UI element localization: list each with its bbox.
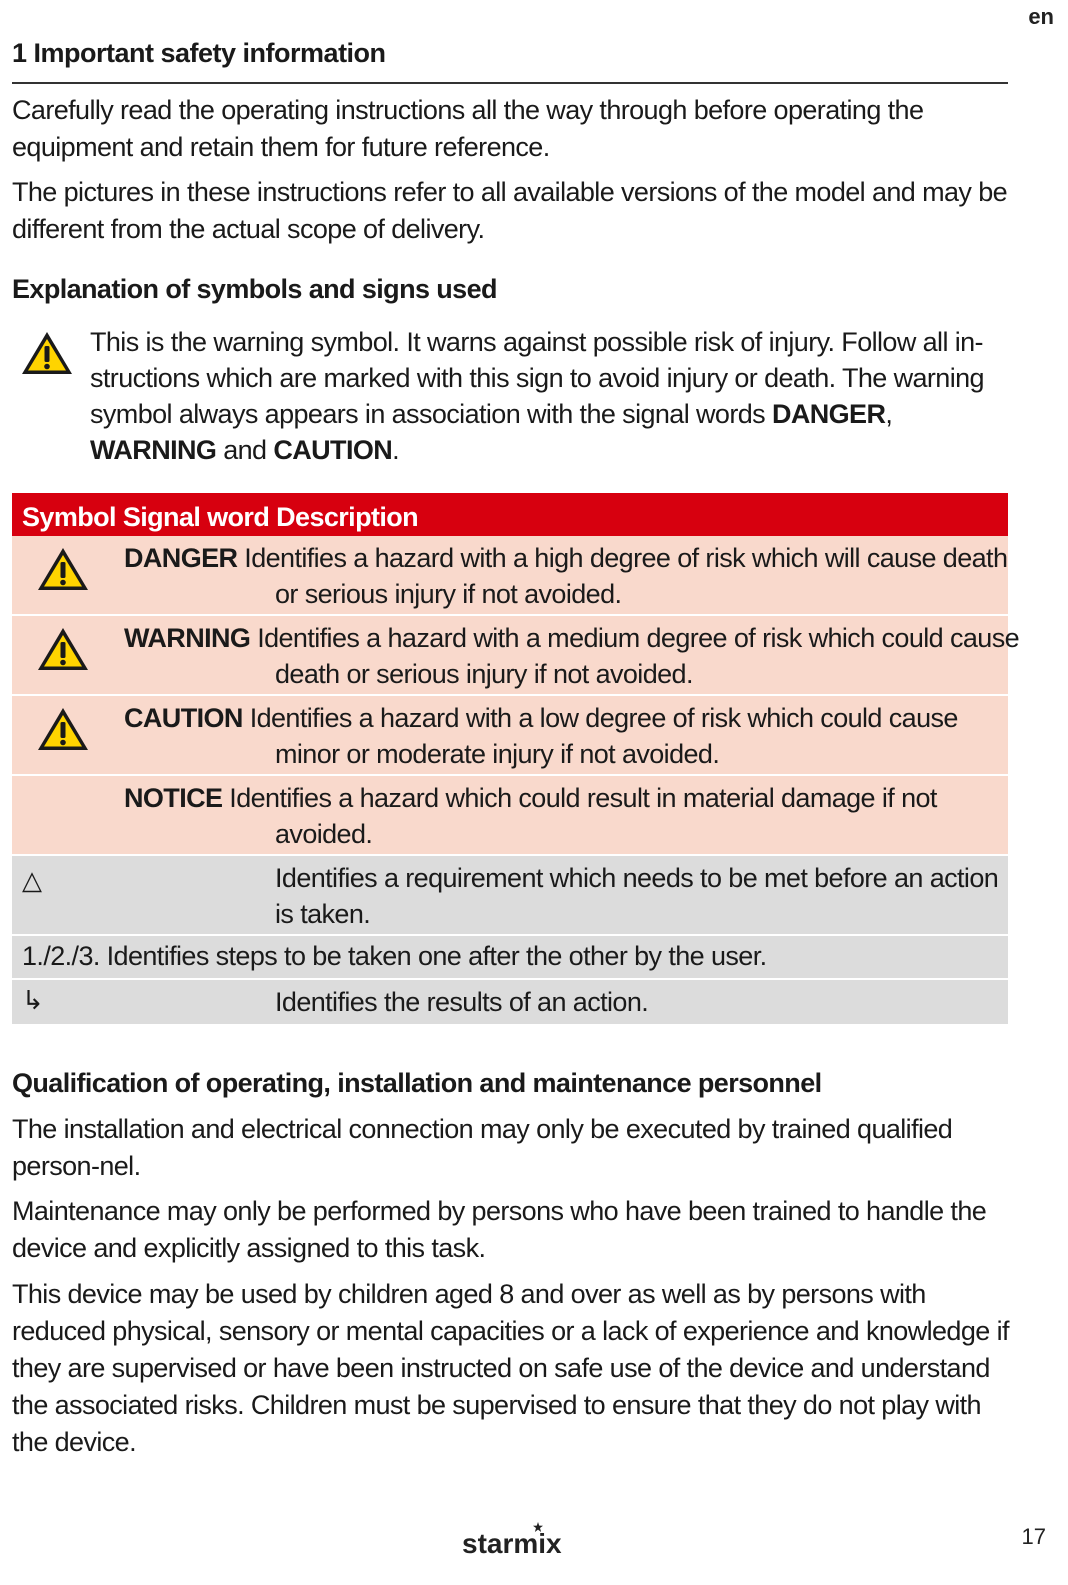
result-arrow-icon: ↳ <box>22 985 44 1015</box>
row-text-line-1 <box>124 700 958 736</box>
warning-triangle-icon <box>20 330 74 376</box>
row-text-line-1 <box>124 540 1007 576</box>
qualification-paragraph-1: The installation and electrical connection may only be executed by trained qualified person-nel. <box>12 1114 953 1181</box>
row-description: Identifies a hazard with a medium degree of risk which could cause <box>250 623 1020 653</box>
warning-triangle-icon <box>36 546 90 592</box>
row-description: Identifies a hazard with a high degree of risk which will cause death <box>237 543 1008 573</box>
result-description: Identifies the results of an action. <box>275 987 649 1017</box>
row-description: Identifies a hazard with a low degree of risk which could cause <box>242 703 958 733</box>
section-title: 1 Important safety information <box>12 38 386 68</box>
title-divider <box>12 82 1008 84</box>
table-row-steps <box>12 936 1008 980</box>
table-row-caution <box>12 696 1008 776</box>
intro-paragraph-1: Carefully read the operating instructions all the way through before operating the equipment and retain them for future reference. <box>12 95 924 162</box>
table-header: Symbol Signal word Description <box>12 493 1008 536</box>
table-row-danger <box>12 536 1008 616</box>
warning-triangle-icon <box>36 626 90 672</box>
warning-triangle-icon <box>36 706 90 752</box>
signal-word: WARNING <box>124 623 251 653</box>
word-danger: DANGER <box>771 399 886 429</box>
requirement-description: Identifies a requirement which needs to be met before an action is taken. <box>275 863 999 929</box>
warning-explanation-text: This is the warning symbol. It warns against possible risk of injury. Follow all in-structions which are marked with this sign to avoid injury or death. The warning symbol always appears in association with the signal words <box>90 327 984 429</box>
qualification-paragraph-3: This device may be used by children aged 8 and over as well as by persons with reduced physical, sensory or mental capacities or a lack of experience and knowledge if they are supervised or have been instructed on safe use of the device and understand the associated risks. Children must be supervised to ensure that they do not play with the device. <box>12 1279 1009 1457</box>
qualification-paragraph-2: Maintenance may only be performed by persons who have been trained to handle the device and explicitly assigned to this task. <box>12 1196 987 1263</box>
signal-word: CAUTION <box>124 703 243 733</box>
page-number: 17 <box>1021 1524 1046 1549</box>
qualification-heading: Qualification of operating, installation and maintenance personnel <box>12 1068 822 1098</box>
separator: and <box>216 435 274 465</box>
word-warning: WARNING <box>90 435 217 465</box>
symbols-heading: Explanation of symbols and signs used <box>12 274 497 304</box>
signal-word: NOTICE <box>124 783 223 813</box>
row-text-line-2: death or serious injury if not avoided. <box>275 659 693 689</box>
intro-paragraph-2: The pictures in these instructions refer to all available versions of the model and may be different from the actual scope of delivery. <box>12 177 1008 244</box>
row-text-line-2: avoided. <box>275 819 373 849</box>
logo-star-icon <box>533 1522 543 1532</box>
row-text-line-2: or serious injury if not avoided. <box>275 579 622 609</box>
row-text-line-1 <box>124 620 1019 656</box>
steps-description: 1./2./3. Identifies steps to be taken one after the other by the user. <box>22 941 767 971</box>
table-row-warning <box>12 616 1020 696</box>
signal-word: DANGER <box>124 543 238 573</box>
row-text-line-2: minor or moderate injury if not avoided. <box>275 739 720 769</box>
row-description: Identifies a hazard which could result in material damage if not <box>222 783 937 813</box>
warning-symbol-explanation <box>90 324 1010 468</box>
table-row-result <box>12 980 1008 1024</box>
word-caution: CAUTION <box>273 435 393 465</box>
table-row-requirement <box>12 856 1008 936</box>
row-text-line-1 <box>124 780 937 816</box>
symbol-table <box>12 493 1020 1024</box>
requirement-triangle-icon: △ <box>22 865 42 895</box>
brand-logo: starmix <box>462 1528 562 1559</box>
separator: , <box>885 399 893 429</box>
table-row-notice <box>12 776 1008 856</box>
period: . <box>392 435 400 465</box>
language-code: en <box>1028 4 1054 29</box>
